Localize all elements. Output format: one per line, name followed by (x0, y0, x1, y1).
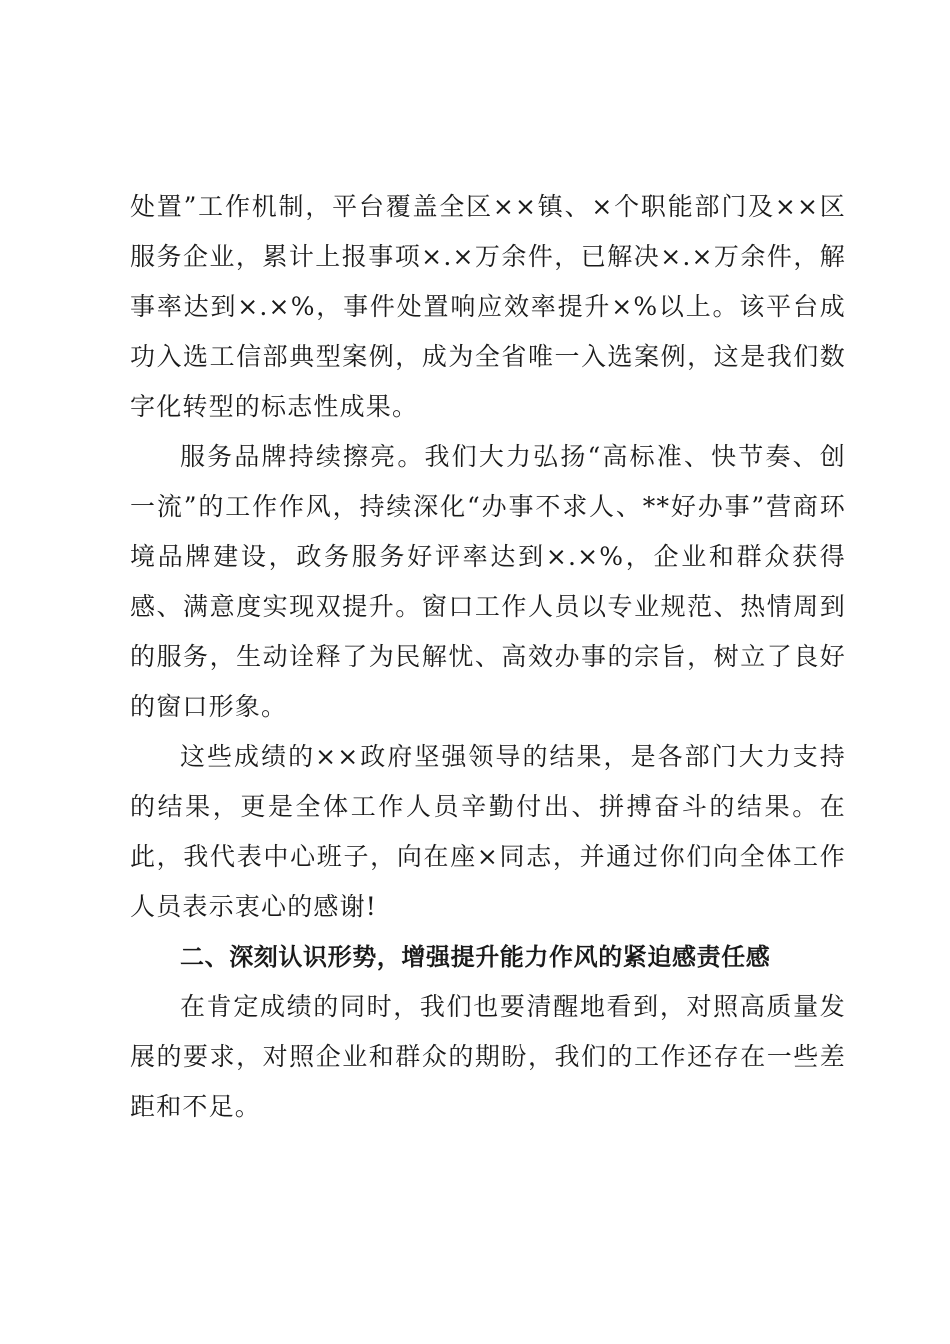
paragraph-service-brand: 服务品牌持续擦亮。我们大力弘扬“高标准、快节奏、创一流”的工作作风，持续深化“办事不求人、**好办事”营商环境品牌建设，政务服务好评率达到×.×%，企业和群众获得感、满意度实现双提升。窗口工作人员以专业规范、热情周到的服务，生动诠释了为民解忧、高效办事的宗旨，树立了良好的窗口形象。 (130, 442, 846, 721)
section-heading: 二、深刻认识形势，增强提升能力作风的紧迫感责任感 (180, 943, 771, 971)
paragraph-acknowledgement: 这些成绩的××政府坚强领导的结果，是各部门大力支持的结果，更是全体工作人员辛勤付出、拼搏奋斗的结果。在此，我代表中心班子，向在座×同志，并通过你们向全体工作人员表示衷心的感谢! (130, 742, 846, 921)
paragraph-shortcomings: 在肯定成绩的同时，我们也要清醒地看到，对照高质量发展的要求，对照企业和群众的期盼，我们的工作还存在一些差距和不足。 (130, 992, 846, 1121)
paragraph-continued: 处置”工作机制，平台覆盖全区××镇、×个职能部门及××区服务企业，累计上报事项×.×万余件，已解决×.×万余件，解事率达到×.×%，事件处置响应效率提升×%以上。该平台成功入选工信部典型案例，成为全省唯一入选案例，这是我们数字化转型的标志性成果。 (130, 192, 846, 421)
document-body (130, 182, 846, 1132)
